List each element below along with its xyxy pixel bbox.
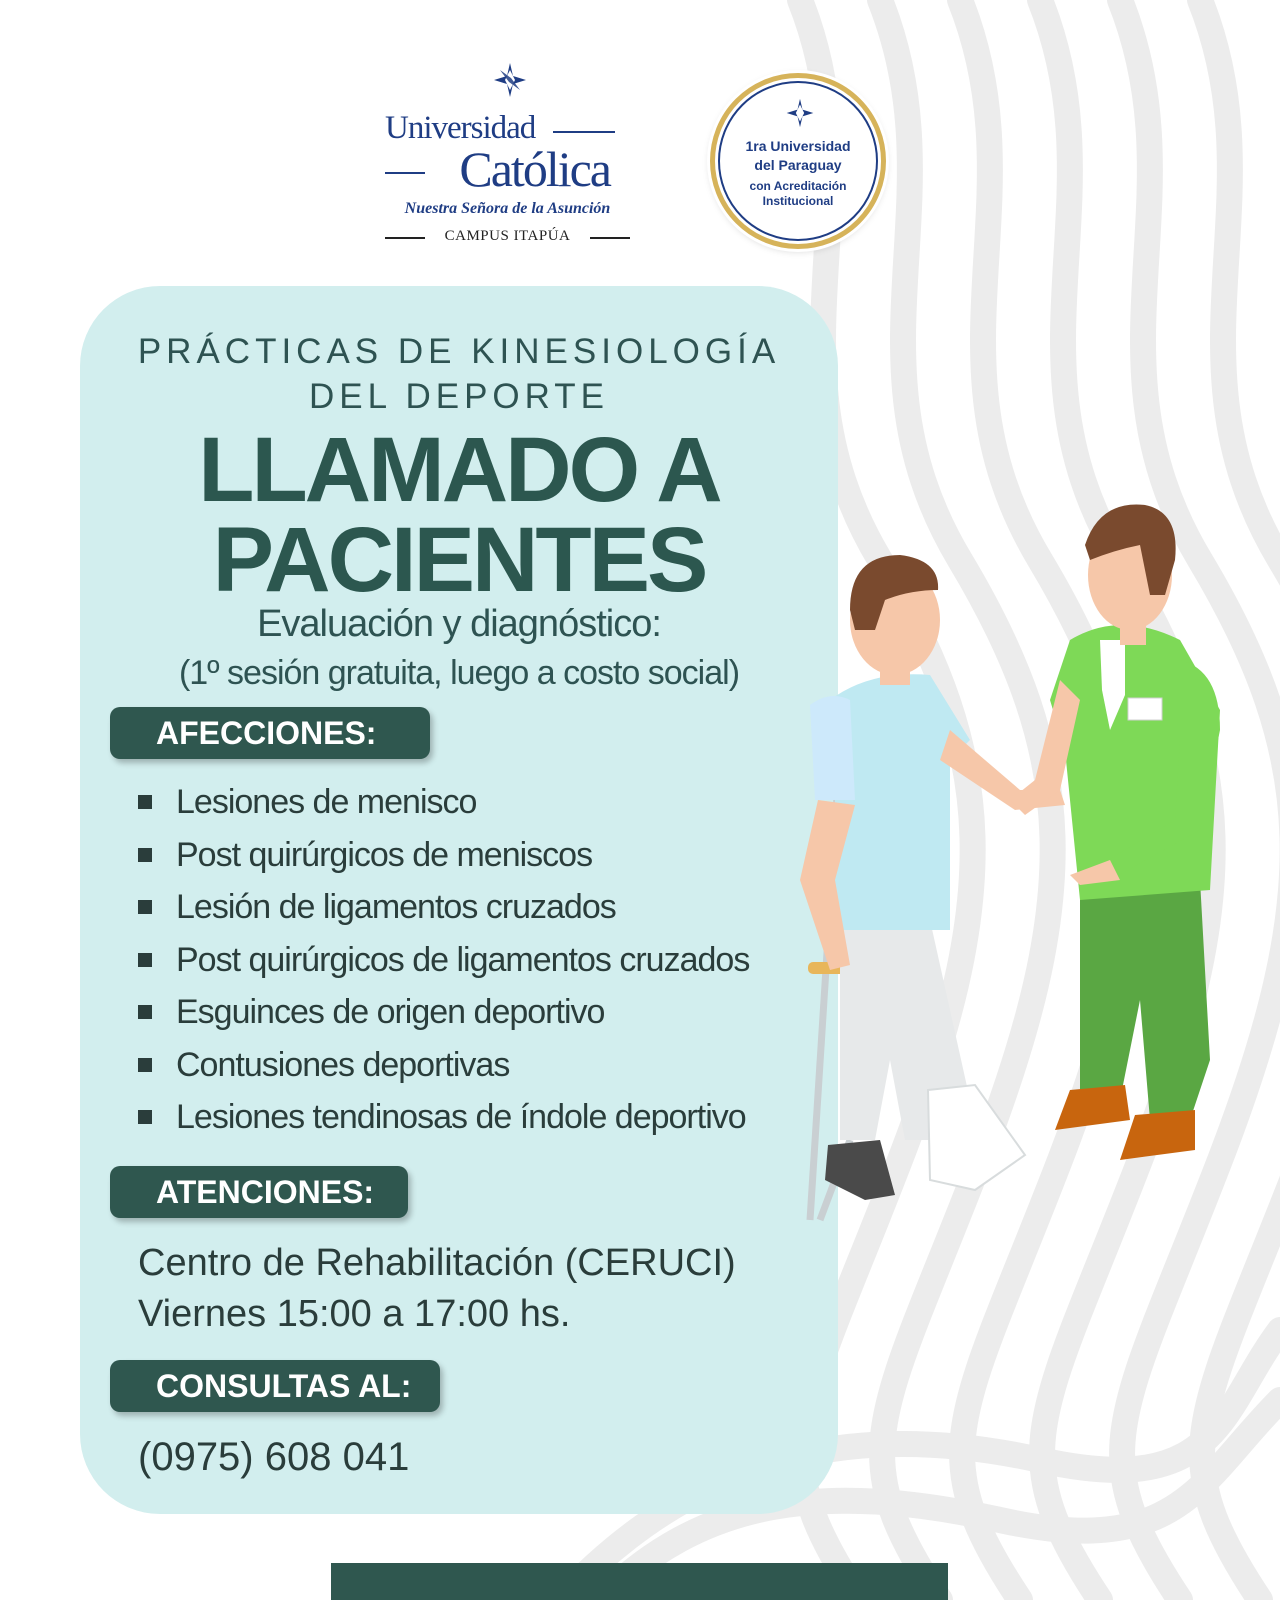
star-icon — [492, 62, 528, 98]
list-item — [138, 986, 749, 1039]
consultas-label: CONSULTAS AL: — [110, 1360, 440, 1412]
headline-line-1: LLAMADO A — [198, 419, 720, 521]
badge-line-1: 1ra Universidad — [745, 138, 851, 154]
atenciones-location: Centro de Rehabilitación (CERUCI) — [138, 1242, 736, 1284]
bullet-square-icon — [138, 1058, 152, 1072]
logo-universidad: Universidad — [385, 110, 630, 147]
bullet-square-icon — [138, 1005, 152, 1019]
bullet-square-icon — [138, 848, 152, 862]
list-item-text: Lesiones tendinosas de índole deportivo — [176, 1098, 746, 1136]
atenciones-label: ATENCIONES: — [110, 1166, 408, 1218]
bullet-square-icon — [138, 795, 152, 809]
physiotherapy-illustration — [780, 500, 1280, 1260]
badge-line-2: del Paraguay — [754, 157, 842, 173]
list-item — [138, 881, 749, 934]
list-item-text: Lesión de ligamentos cruzados — [176, 888, 616, 926]
logo-subtitle: Nuestra Señora de la Asunción — [404, 200, 611, 217]
badge-line-4: Institucional — [762, 194, 834, 208]
bullet-square-icon — [138, 1110, 152, 1124]
list-item-text: Esguinces de origen deportivo — [176, 993, 605, 1031]
headline-line-2: PACIENTES — [212, 509, 706, 611]
bullet-square-icon — [138, 900, 152, 914]
list-item — [138, 1039, 749, 1092]
subtitle-line-2: DEL DEPORTE — [308, 377, 610, 416]
evaluation-note: (1º sesión gratuita, luego a costo social) — [178, 654, 740, 692]
list-item — [138, 829, 749, 882]
logo-campus: CAMPUS ITAPÚA — [385, 228, 630, 245]
logo-catolica: Católica — [385, 140, 630, 198]
atenciones-schedule: Viernes 15:00 a 17:00 hs. — [138, 1293, 571, 1335]
list-item-text: Contusiones deportivas — [176, 1045, 510, 1084]
list-item — [138, 1091, 749, 1144]
contact-phone: (0975) 608 041 — [138, 1435, 410, 1479]
subtitle-line-1: PRÁCTICAS DE KINESIOLOGÍA — [137, 332, 781, 371]
list-item-text: Lesiones de menisco — [176, 783, 477, 821]
bullet-square-icon — [138, 953, 152, 967]
list-item-text: Post quirúrgicos de ligamentos cruzados — [176, 940, 750, 979]
list-item — [138, 776, 749, 829]
evaluation-heading: Evaluación y diagnóstico: — [257, 603, 661, 645]
bottom-bar — [331, 1563, 948, 1600]
star-icon — [785, 98, 815, 128]
badge-line-3: con Acreditación — [749, 179, 847, 193]
list-item — [138, 934, 749, 987]
afecciones-label: AFECCIONES: — [110, 707, 430, 759]
list-item-text: Post quirúrgicos de meniscos — [176, 835, 593, 874]
afecciones-list — [138, 776, 749, 1144]
accreditation-badge — [710, 73, 886, 249]
university-logo — [385, 62, 630, 252]
